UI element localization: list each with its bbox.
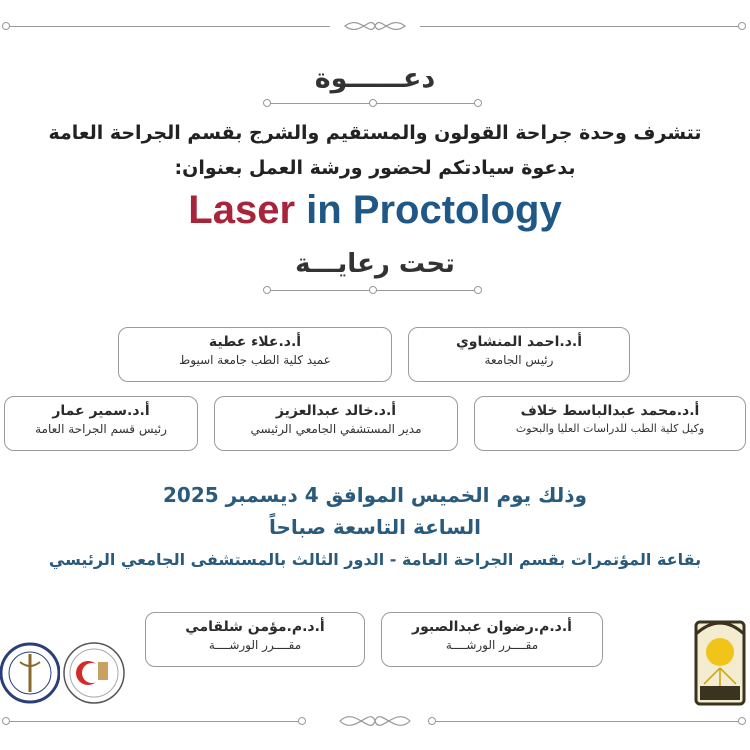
patronage-heading: تحت رعايـــة	[295, 249, 455, 279]
intro-line-1: تتشرف وحدة جراحة القولون والمستقيم والشرج بقسم الجراحة العامة	[48, 122, 702, 144]
patron-name: أ.د.علاء عطية	[208, 334, 302, 350]
intro-line-2: بدعوة سيادتكم لحضور ورشة العمل بعنوان:	[174, 157, 576, 179]
patron-card	[408, 327, 630, 382]
rapporteur-card	[145, 612, 365, 667]
patron-card	[4, 396, 198, 451]
rapporteur-name: أ.د.م.رضوان عبدالصبور	[412, 619, 572, 635]
title-part-laser: Laser	[188, 188, 296, 232]
patron-name: أ.د.خالد عبدالعزيز	[275, 403, 397, 419]
workshop-title	[0, 188, 750, 233]
rapporteur-role: مقــــرر الورشــــة	[445, 638, 539, 652]
patron-name: أ.د.سمير عمار	[52, 403, 150, 419]
rapporteur-card	[381, 612, 603, 667]
patron-card	[214, 396, 458, 451]
red-crescent-faculty-logo	[62, 640, 126, 706]
patron-card	[474, 396, 746, 451]
patron-card	[118, 327, 392, 382]
medical-syndicate-logo	[0, 640, 60, 706]
assiut-university-logo	[694, 614, 748, 706]
patron-name: أ.د.احمد المنشاوي	[455, 334, 583, 350]
venue-line: بقاعة المؤتمرات بقسم الجراحة العامة - الدور الثالث بالمستشفى الجامعي الرئيسي	[48, 550, 702, 569]
invitation-heading: دعــــــوة	[314, 63, 436, 94]
date-line: وذلك يوم الخميس الموافق 4 ديسمبر 2025	[163, 483, 587, 507]
rapporteur-name: أ.د.م.مؤمن شلقامي	[185, 619, 325, 635]
title-part-proctology: in Proctology	[306, 188, 562, 232]
patron-name: أ.د.محمد عبدالباسط خلاف	[520, 403, 700, 419]
flourish-icon	[340, 14, 410, 38]
patron-role: رئيس الجامعة	[484, 353, 554, 367]
rapporteur-role: مقــــرر الورشــــة	[208, 638, 302, 652]
flourish-icon	[335, 706, 415, 736]
time-line: الساعة التاسعة صباحاً	[269, 515, 481, 539]
patron-role: عميد كلية الطب جامعة اسيوط	[179, 353, 331, 367]
patron-role: رئيس قسم الجراحة العامة	[35, 422, 167, 436]
patron-role: وكيل كلية الطب للدراسات العليا والبحوث	[515, 422, 705, 435]
patron-role: مدير المستشفي الجامعي الرئيسي	[250, 422, 422, 436]
